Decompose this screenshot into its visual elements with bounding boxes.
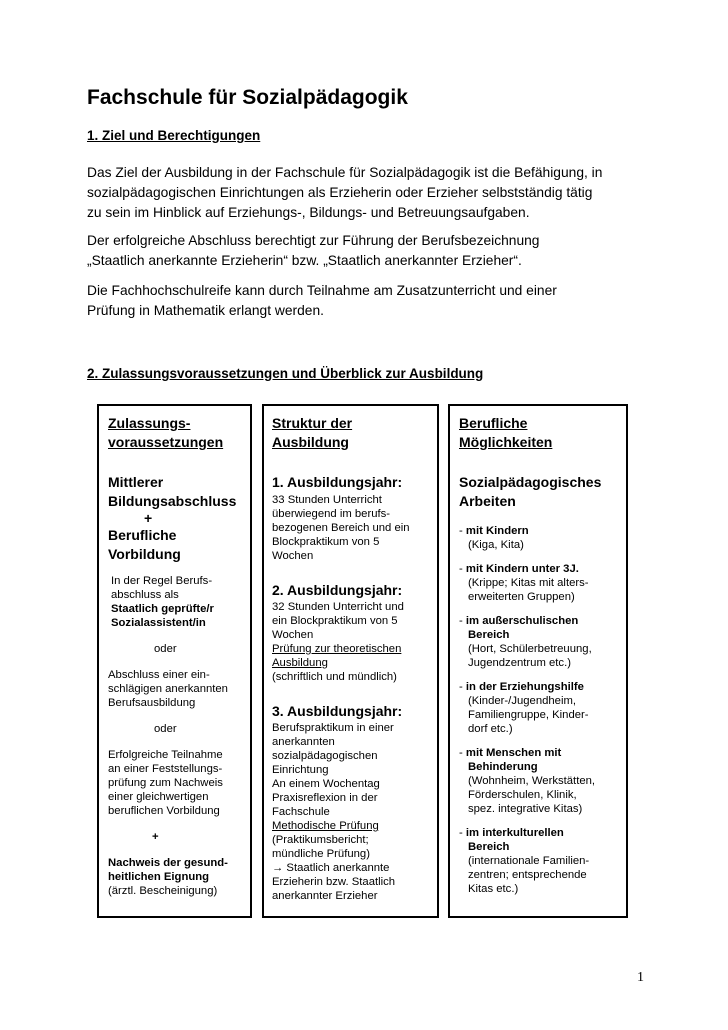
career-item bbox=[459, 746, 625, 816]
career-list bbox=[459, 524, 625, 896]
career-item-detail: Förderschulen, Klinik, bbox=[468, 789, 577, 801]
career-item-detail: (Krippe; Kitas mit alters- bbox=[468, 577, 589, 589]
list-dash: - bbox=[459, 827, 466, 839]
career-item-title: in der Erziehungshilfe bbox=[465, 681, 584, 693]
career-item-detail: zentren; entsprechende bbox=[468, 869, 587, 881]
col1-heading: Zulassungs- voraussetzungen bbox=[108, 415, 224, 450]
year2-text: 32 Stunden Unterricht und ein Blockpraktikum von 5 Wochen bbox=[272, 601, 404, 641]
col3-heading: Berufliche Möglichkeiten bbox=[459, 415, 553, 450]
career-item-detail: (Kinder-/Jugendheim, bbox=[468, 695, 577, 707]
career-item bbox=[459, 826, 625, 896]
year3-exam: Methodische Prüfung bbox=[272, 820, 379, 832]
col3-big: Sozialpädagogisches Arbeiten bbox=[459, 474, 602, 509]
year3-heading: 3. Ausbildungsjahr: bbox=[272, 703, 403, 719]
year2-exam-note: (schriftlich und mündlich) bbox=[272, 671, 397, 683]
col1-note: In der Regel Berufs- abschluss als Staatlich geprüfte/r Sozialassistent/in bbox=[111, 575, 214, 629]
career-item-detail: spez. integrative Kitas) bbox=[468, 803, 583, 815]
or-label: oder bbox=[154, 723, 177, 735]
list-dash: - bbox=[459, 615, 466, 627]
col1-alt2: Erfolgreiche Teilnahme an einer Feststellungs- prüfung zum Nachweis einer gleichwertigen beruflichen Vorbildung bbox=[108, 749, 223, 817]
section2-heading: 2. Zulassungsvoraussetzungen und Überblick zur Ausbildung bbox=[87, 366, 484, 381]
box-career bbox=[448, 404, 628, 918]
paragraph-goal: Das Ziel der Ausbildung in der Fachschule für Sozialpädagogik ist die Befähigung, in sozialpädagogischen Einrichtungen als Erzieherin oder Erzieher selbstständig tätig zu sein im Hinblick auf Erziehungs-, Bildungs- und Betreuungsaufgaben. bbox=[87, 165, 603, 220]
career-item-detail: (Kiga, Kita) bbox=[468, 539, 524, 551]
section1-heading: 1. Ziel und Berechtigungen bbox=[87, 128, 261, 143]
career-item bbox=[459, 524, 625, 552]
year1-text: 33 Stunden Unterricht überwiegend im berufs- bezogenen Bereich und ein Blockpraktikum von 5 Wochen bbox=[272, 494, 410, 562]
career-item-title-cont: Bereich bbox=[468, 841, 510, 853]
result-text: → Staatlich anerkannte Erzieherin bzw. Staatlich anerkannter Erzieher bbox=[272, 862, 396, 902]
list-dash: - bbox=[459, 525, 466, 537]
career-item-detail: Jugendzentrum etc.) bbox=[468, 657, 571, 669]
career-item-title-cont: Behinderung bbox=[468, 761, 538, 773]
col1-big1: Mittlerer Bildungsabschluss bbox=[108, 474, 237, 509]
career-item-title: mit Kindern unter 3J. bbox=[465, 563, 579, 575]
col2-heading: Struktur der Ausbildung bbox=[272, 415, 353, 450]
list-dash: - bbox=[459, 747, 466, 759]
box-admission bbox=[97, 404, 252, 918]
arrow-right-icon: → bbox=[272, 862, 284, 874]
or-label: oder bbox=[154, 643, 177, 655]
career-item-title: im außerschulischen bbox=[465, 615, 579, 627]
col1-health-note: (ärztl. Bescheinigung) bbox=[108, 885, 218, 897]
year3-text: Berufspraktikum in einer anerkannten sozialpädagogischen Einrichtung An einem Wochentag Praxisreflexion in der Fachschule bbox=[272, 722, 394, 818]
list-dash: - bbox=[459, 681, 466, 693]
career-item bbox=[459, 562, 625, 604]
page-title: Fachschule für Sozialpädagogik bbox=[87, 86, 408, 109]
year2-exam: Prüfung zur theoretischen Ausbildung bbox=[272, 643, 402, 669]
career-item-detail: Familiengruppe, Kinder- bbox=[468, 709, 589, 721]
career-item-detail: (internationale Familien- bbox=[468, 855, 590, 867]
year3-exam-note: (Praktikumsbericht; mündliche Prüfung) bbox=[272, 834, 370, 860]
career-item-title-cont: Bereich bbox=[468, 629, 510, 641]
page-number: 1 bbox=[637, 970, 644, 985]
career-item-detail: (Hort, Schülerbetreuung, bbox=[468, 643, 592, 655]
col1-big2: Berufliche Vorbildung bbox=[108, 527, 181, 562]
career-item-detail: (Wohnheim, Werkstätten, bbox=[468, 775, 596, 787]
career-item-detail: erweiterten Gruppen) bbox=[468, 591, 575, 603]
career-item bbox=[459, 680, 625, 736]
year1-heading: 1. Ausbildungsjahr: bbox=[272, 474, 403, 490]
career-item-detail: Kitas etc.) bbox=[468, 883, 519, 895]
career-item bbox=[459, 614, 625, 670]
plus-sign: + bbox=[152, 831, 159, 843]
plus-sign: + bbox=[144, 510, 153, 526]
paragraph-qualification: Der erfolgreiche Abschluss berechtigt zur Führung der Berufsbezeichnung „Staatlich anerkannte Erzieherin“ bzw. „Staatlich anerkannter Erzieher“. bbox=[87, 233, 540, 268]
year2-heading: 2. Ausbildungsjahr: bbox=[272, 582, 403, 598]
col1-health: Nachweis der gesund- heitlichen Eignung bbox=[108, 857, 228, 883]
career-item-detail: dorf etc.) bbox=[468, 723, 513, 735]
paragraph-fhr: Die Fachhochschulreife kann durch Teilnahme am Zusatzunterricht und einer Prüfung in Mathematik erlangt werden. bbox=[87, 283, 557, 318]
career-item-title: im interkulturellen bbox=[465, 827, 564, 839]
career-item-title: mit Kindern bbox=[465, 525, 529, 537]
box-structure bbox=[262, 404, 439, 918]
col1-alt1: Abschluss einer ein- schlägigen anerkannten Berufsausbildung bbox=[108, 669, 228, 709]
list-dash: - bbox=[459, 563, 466, 575]
career-item-title: mit Menschen mit bbox=[465, 747, 562, 759]
